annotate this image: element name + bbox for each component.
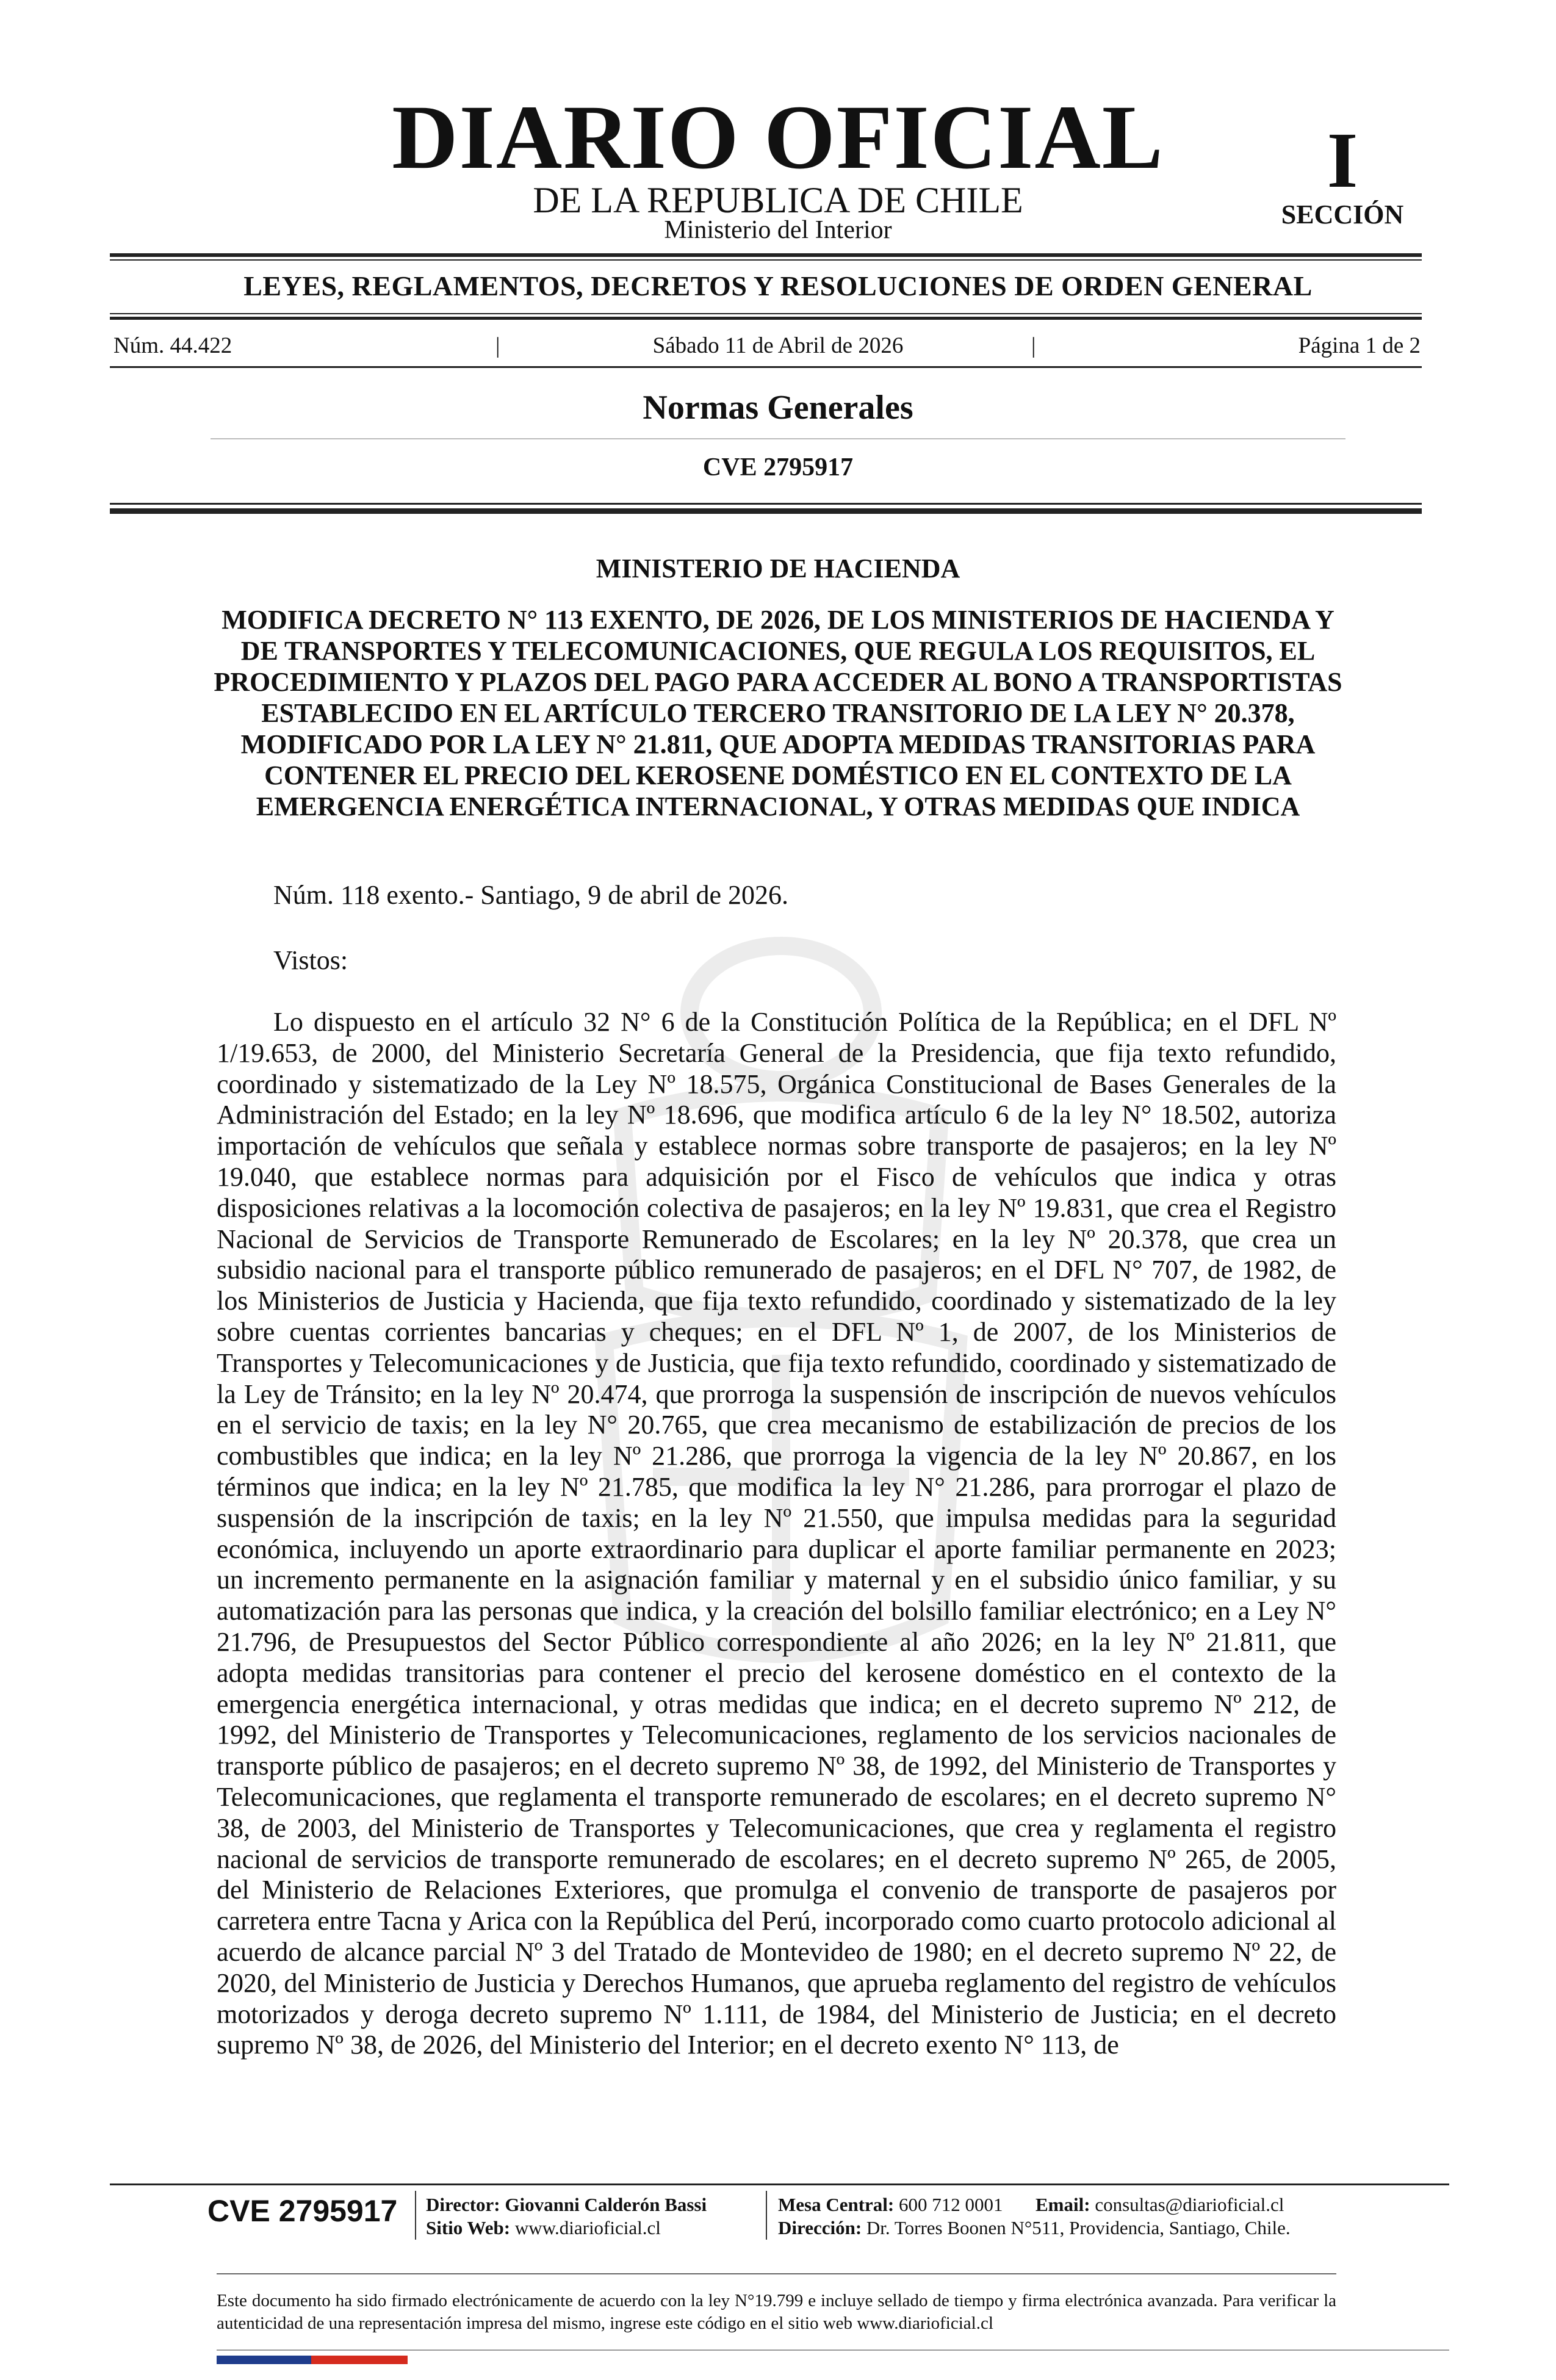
footer-cve: CVE 2795917: [207, 2194, 398, 2228]
footer-website: [426, 2216, 661, 2240]
masthead-title: DIARIO OFICIAL: [392, 87, 1164, 188]
phone-number: 600 712 0001: [899, 2194, 1003, 2215]
address-value: Dr. Torres Boonen N°511, Providencia, Santiago, Chile.: [866, 2217, 1291, 2238]
masthead-rule-thin: [110, 259, 1422, 261]
masthead-ministry: Ministerio del Interior: [664, 216, 892, 244]
masthead-subtitle: DE LA REPUBLICA DE CHILE: [533, 180, 1023, 220]
header-rule-thick: [110, 508, 1422, 514]
banner-rule-thin: [110, 313, 1422, 314]
issue-rule: [110, 366, 1422, 368]
phone-label: Mesa Central:: [778, 2194, 895, 2215]
body-paragraph: Lo dispuesto en el artículo 32 N° 6 de la Constitución Política de la República; en el DFL Nº 1/19.653, de 2000, del Ministerio Secretaría General de la Presidencia, que fija texto refundido, coordinado y sistematizado de la Ley Nº 18.575, Orgánica Constitucional de Bases Generales de la Administración del Estado; en la ley Nº 18.696, que modifica artículo 6 de la ley N° 18.502, autoriza importación de vehículos que señala y establece normas sobre transporte de pasajeros; en la ley Nº 19.040, que establece normas para adquisición por el Fisco de vehículos que indica y otras disposiciones relativas a la locomoción colectiva de pasajeros; en la ley Nº 19.831, que crea el Registro Nacional de Servicios de Transporte Remunerado de Escolares; en la ley Nº 20.378, que crea un subsidio nacional para el transporte público remunerado de pasajeros; en el DFL N° 707, de 1982, de los Ministerios de Justicia y Hacienda, que fija texto refundido, coordinado y sistematizado de la ley sobre cuentas corrientes bancarias y cheques; en el DFL Nº 1, de 2007, de los Ministerios de Transportes y Telecomunicaciones y de Justicia, que fija texto refundido, coordinado y sistematizado de la Ley de Tránsito; en la ley Nº 20.474, que prorroga la suspensión de inscripción de nuevos vehículos en el servicio de taxis; en la ley N° 20.765, que crea mecanismo de estabilización de precios de los combustibles que indica; en la ley Nº 21.286, que prorroga la vigencia de la ley Nº 20.867, en los términos que indica; en la ley Nº 21.785, que modifica la ley N° 21.286, para prorrogar el plazo de suspensión de la inscripción de taxis; en la ley Nº 21.550, que impulsa medidas para la seguridad económica, incluyendo un aporte extraordinario para duplicar el aporte familiar permanente en 2023; un incremento permanente en la asignación familiar y maternal y en el subsidio único familiar, y su automatización para las personas que indica, y la creación del bolsillo familiar electrónico; en a Ley N° 21.796, de Presupuestos del Sector Público correspondiente al año 2026; en la ley Nº 21.811, que adopta medidas transitorias para contener el precio del kerosene doméstico en el contexto de la emergencia energética internacional, y otras medidas que indica; en el decreto supremo Nº 212, de 1992, del Ministerio de Transportes y Telecomunicaciones, reglamento de los servicios nacionales de transporte público de pasajeros; en el decreto supremo Nº 38, de 1992, del Ministerio de Transportes y Telecomunicaciones, que reglamenta el transporte remunerado de escolares; en el decreto supremo N° 38, de 2003, del Ministerio de Transportes y Telecomunicaciones, que crea y reglamenta el registro nacional de servicios de transporte remunerado de escolares; en el decreto supremo Nº 265, de 2005, del Ministerio de Relaciones Exteriores, que promulga el convenio de transporte de pasajeros por carretera entre Tacna y Arica con la República del Perú, incorporado como cuarto protocolo adicional al acuerdo de alcance parcial Nº 3 del Tratado de Montevideo de 1980; en el decreto supremo Nº 22, de 2020, del Ministerio de Justicia y Derechos Humanos, que aprueba reglamento del registro de vehículos motorizados y deroga decreto supremo Nº 1.111, de 1984, del Ministerio de Justicia; en el decreto supremo Nº 38, de 2026, del Ministerio del Interior; en el decreto exento N° 113, de: [217, 1007, 1336, 2060]
issue-separator: |: [1031, 333, 1036, 358]
footer-signature-note: Este documento ha sido firmado electrónicamente de acuerdo con la ley N°19.799 e incluye sellado de tiempo y firma electrónica avanzada. Para verificar la autenticidad de una representación impresa del mismo, ingrese este código en el sitio web www.diarioficial.cl: [217, 2291, 1336, 2333]
masthead-rule-thick: [110, 253, 1422, 257]
email-link[interactable]: consultas@diarioficial.cl: [1095, 2194, 1284, 2215]
flag-stripe-blue: [217, 2356, 311, 2364]
category-heading: Normas Generales: [643, 389, 913, 427]
issue-page: Página 1 de 2: [1298, 333, 1421, 358]
issue-separator: |: [495, 333, 500, 358]
email-label: Email:: [1036, 2194, 1090, 2215]
director-name: Giovanni Calderón Bassi: [505, 2194, 707, 2215]
issue-number: Núm. 44.422: [113, 333, 232, 358]
website-label: Sitio Web:: [426, 2217, 511, 2238]
footer-divider: [415, 2191, 416, 2240]
ministry-heading: MINISTERIO DE HACIENDA: [596, 554, 960, 583]
banner: LEYES, REGLAMENTOS, DECRETOS Y RESOLUCIONES DE ORDEN GENERAL: [243, 270, 1313, 301]
issue-date: Sábado 11 de Abril de 2026: [652, 333, 904, 358]
flag-stripe-red: [311, 2356, 408, 2364]
section-numeral: I: [1327, 117, 1358, 204]
address-label: Dirección:: [778, 2217, 862, 2238]
footer-divider: [766, 2191, 767, 2240]
section-label: SECCIÓN: [1281, 200, 1404, 229]
cve-header: CVE 2795917: [702, 453, 854, 481]
footer-bottom-rule: [217, 2349, 1449, 2351]
footer-rule: [110, 2183, 1449, 2185]
banner-rule-thick: [110, 317, 1422, 320]
footer-director: [426, 2193, 707, 2216]
website-link[interactable]: www.diarioficial.cl: [514, 2217, 661, 2238]
footer-address: [778, 2216, 1291, 2240]
decree-title: MODIFICA DECRETO N° 113 EXENTO, DE 2026, DE LOS MINISTERIOS DE HACIENDA Y DE TRANSPORTES Y TELECOMUNICACIONES, QUE REGULA LOS REQUISITOS, EL PROCEDIMIENTO Y PLAZOS DEL PAGO PARA ACCEDER AL BONO A TRANSPORTISTAS ESTABLECIDO EN EL ARTÍCULO TERCERO TRANSITORIO DE LA LEY N° 20.378, MODIFICADO POR LA LEY N° 21.811, QUE ADOPTA MEDIDAS TRANSITORIAS PARA CONTENER EL PRECIO DEL KEROSENE DOMÉSTICO EN EL CONTEXTO DE LA EMERGENCIA ENERGÉTICA INTERNACIONAL, Y OTRAS MEDIDAS QUE INDICA: [214, 605, 1342, 821]
footer-note-rule: [217, 2273, 1336, 2274]
decree-number: Núm. 118 exento.- Santiago, 9 de abril de 2026.: [273, 880, 788, 910]
category-rule: [211, 438, 1345, 439]
header-rule-thin: [110, 503, 1422, 505]
footer-contact: [778, 2193, 1284, 2216]
director-label: Director:: [426, 2194, 500, 2215]
vistos-label: Vistos:: [273, 945, 348, 975]
